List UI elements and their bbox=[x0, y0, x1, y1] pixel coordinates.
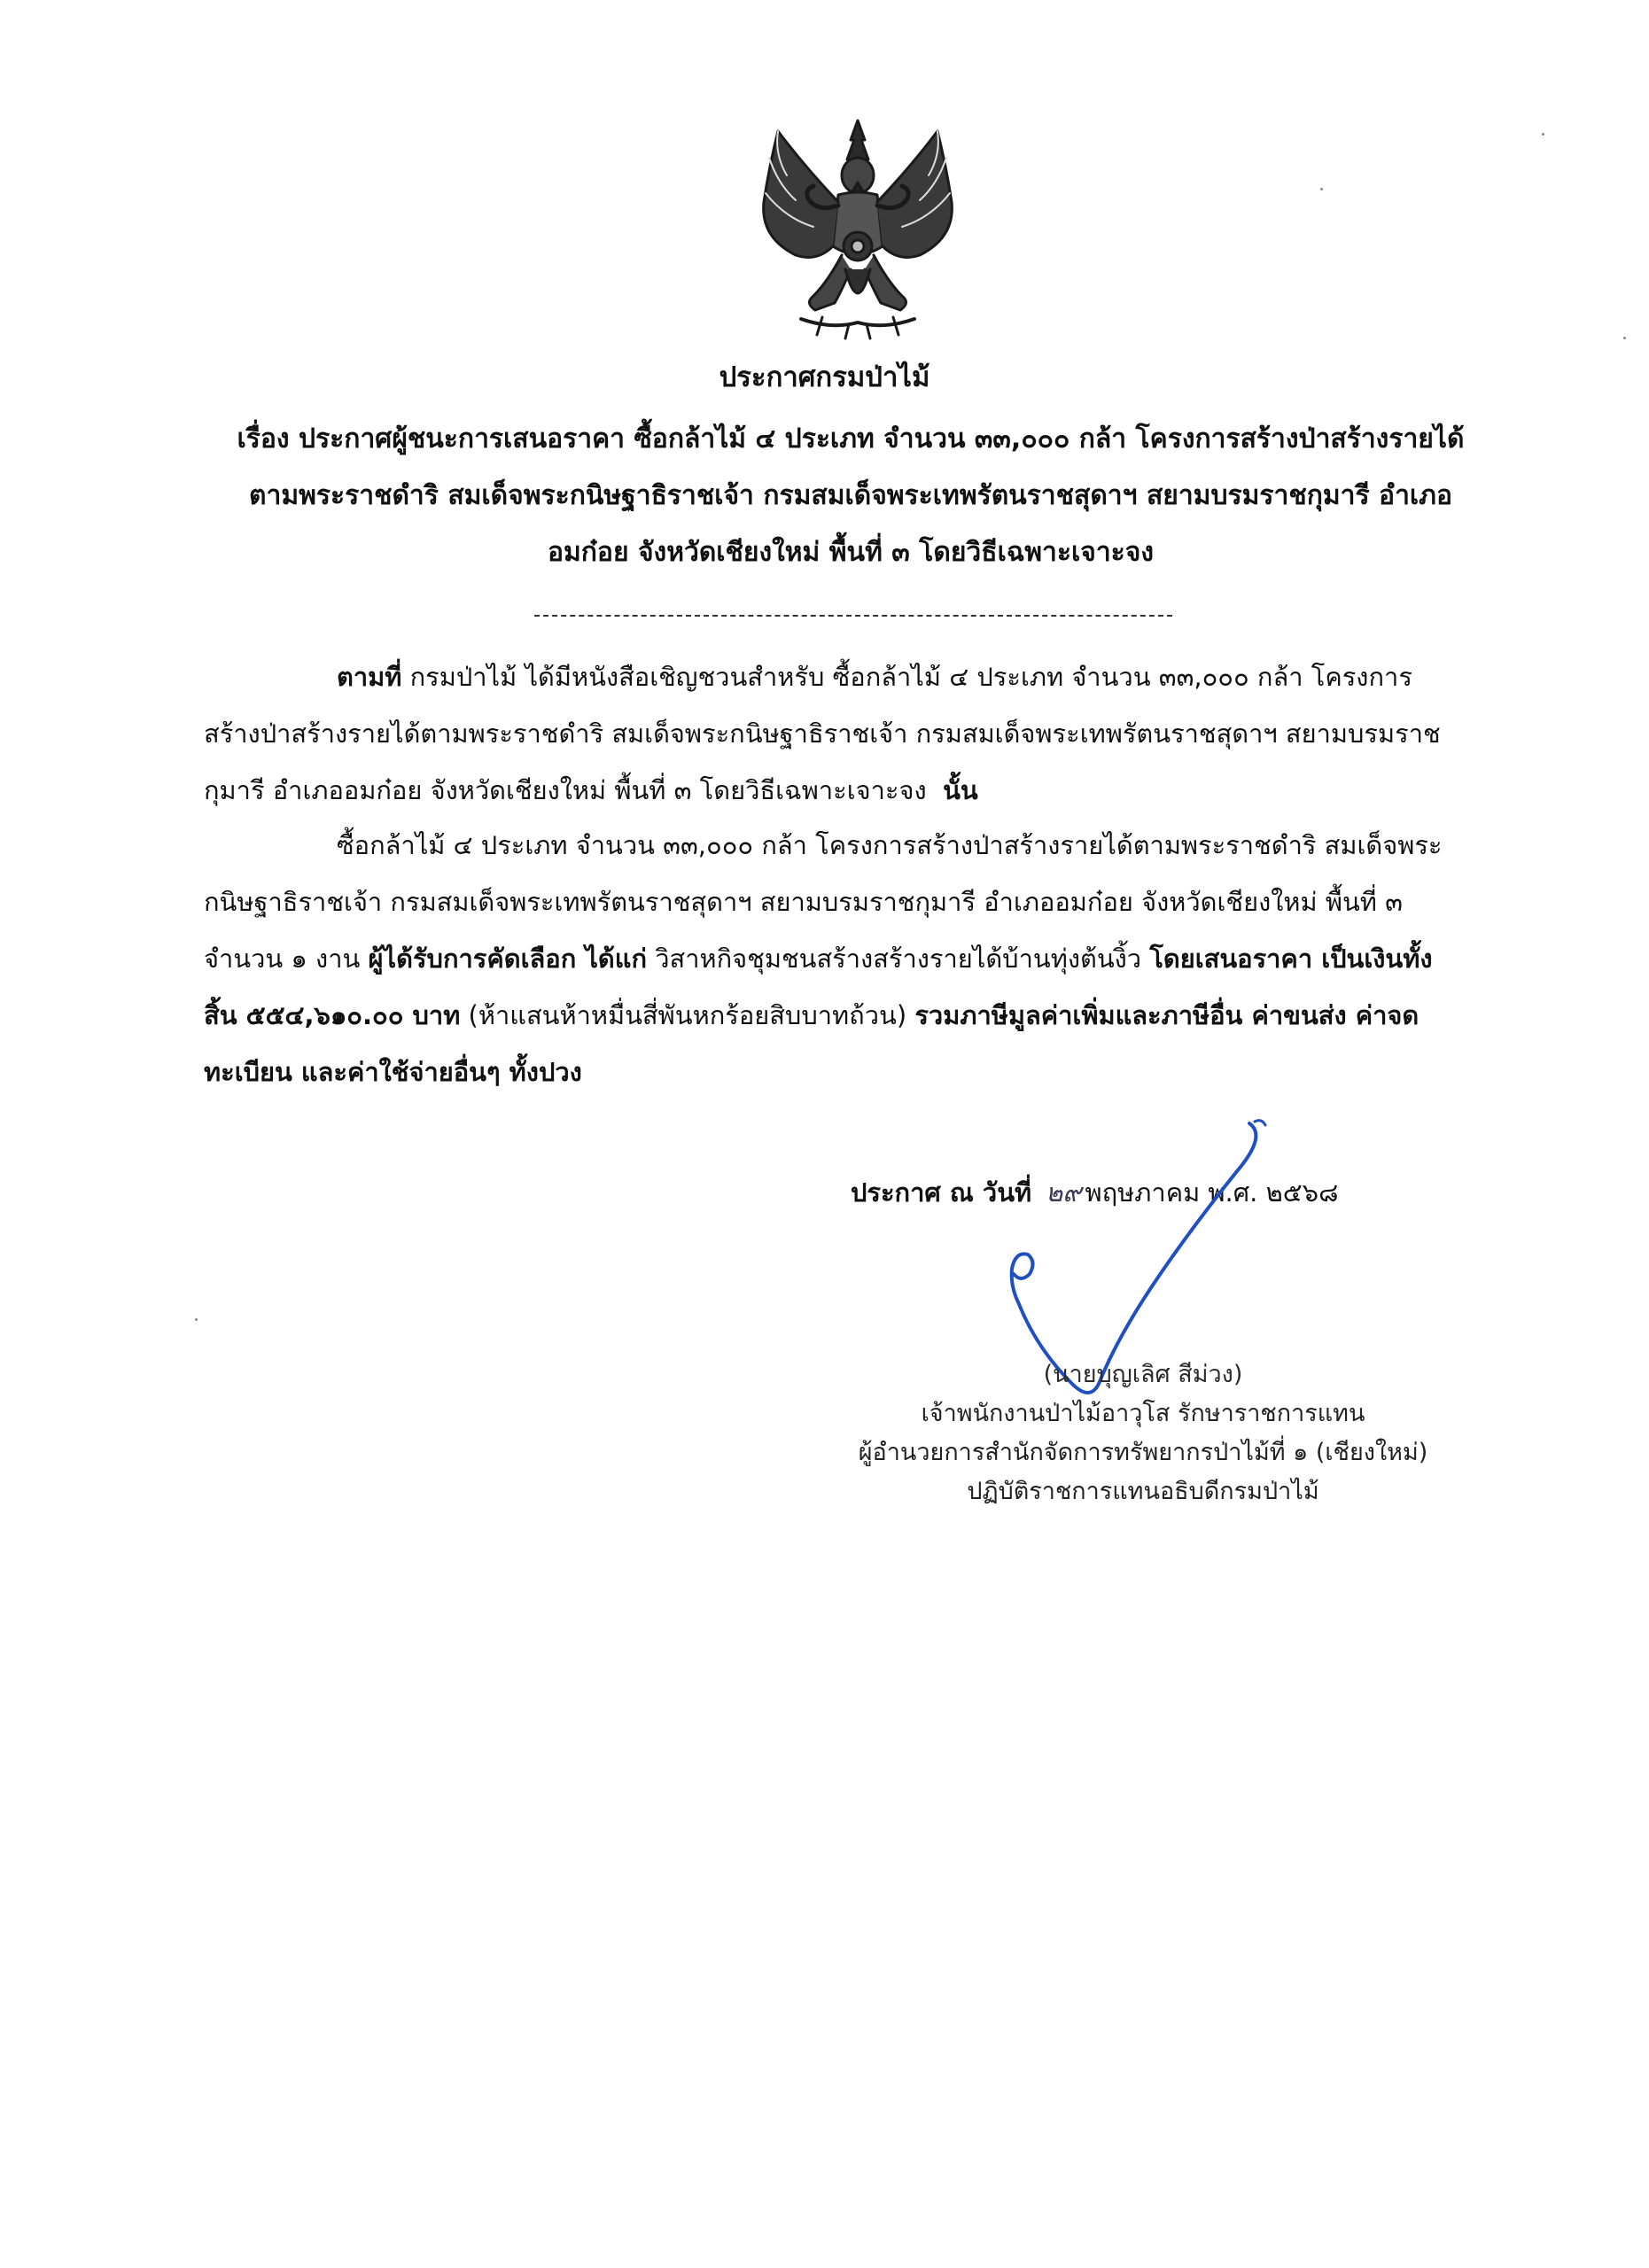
paragraph-2-line-1: ซื้อกล้าไม้ ๔ ประเภท จำนวน ๓๓,๐๐๐ กล้า โครงการสร้างป่าสร้างรายได้ตามพระราชดำริ สมเด็จพระ bbox=[337, 830, 1443, 860]
scan-speck bbox=[1623, 337, 1626, 339]
paragraph-2-line-3 bbox=[204, 930, 1480, 987]
body-paragraph-1 bbox=[204, 649, 1480, 819]
dashed-divider bbox=[534, 615, 1172, 617]
paragraph-1-line-2: สร้างป่าสร้างรายได้ตามพระราชดำริ สมเด็จพระกนิษฐาธิราชเจ้า กรมสมเด็จพระเทพรัตนราชสุดาฯ สยามบรมราช bbox=[204, 718, 1441, 749]
scan-speck bbox=[195, 1318, 198, 1321]
signatory-position-1: เจ้าพนักงานป่าไม้อาวุโส รักษาราชการแทน bbox=[921, 1400, 1365, 1427]
paragraph-1-end: นั้น bbox=[943, 775, 978, 805]
scan-speck bbox=[1320, 188, 1323, 190]
bid-amount-words: (ห้าแสนห้าหมื่นสี่พันหกร้อยสิบบาทถ้วน) bbox=[460, 1000, 915, 1030]
bid-amount: สิ้น ๕๕๔,๖๑๐.๐๐ บาท bbox=[204, 1000, 461, 1030]
garuda-emblem-icon bbox=[743, 113, 973, 344]
announcement-title: ประกาศกรมป่าไม้ bbox=[719, 361, 930, 393]
scan-speck bbox=[1542, 133, 1544, 136]
date-month-year: พฤษภาคม พ.ศ. ๒๕๖๘ bbox=[1085, 1177, 1339, 1208]
body-paragraph-2 bbox=[204, 817, 1480, 1100]
tax-inclusion-note: รวมภาษีมูลค่าเพิ่มและภาษีอื่น ค่าขนส่ง ค่าจด bbox=[914, 1000, 1420, 1030]
winner-label: ผู้ได้รับการคัดเลือก ได้แก่ bbox=[368, 944, 648, 974]
signatory-position-3: ปฏิบัติราชการแทนอธิบดีกรมป่าไม้ bbox=[967, 1478, 1319, 1505]
paragraph-2-line-4 bbox=[204, 987, 1480, 1044]
paragraph-2-line-3a: จำนวน ๑ งาน bbox=[204, 944, 369, 974]
winner-name: วิสาหกิจชุมชนสร้างสร้างรายได้บ้านทุ่งต้นงิ้ว bbox=[647, 944, 1150, 974]
date-day-handwritten: ๒๙ bbox=[1046, 1177, 1082, 1208]
paragraph-1-line-1-text: กรมป่าไม้ ได้มีหนังสือเชิญชวนสำหรับ ซื้อกล้าไม้ ๔ ประเภท จำนวน ๓๓,๐๐๐ กล้า โครงการ bbox=[401, 662, 1412, 692]
paragraph-1-lead: ตามที่ bbox=[337, 662, 402, 692]
signatory-block bbox=[780, 1355, 1506, 1511]
announcement-subject bbox=[204, 411, 1497, 581]
bid-label: โดยเสนอราคา เป็นเงินทั้ง bbox=[1149, 944, 1433, 974]
paragraph-2-line-2: กนิษฐาธิราชเจ้า กรมสมเด็จพระเทพรัตนราชสุดาฯ สยามบรมราชกุมารี อำเภออมก๋อย จังหวัดเชียงใหม่ พื้นที่ ๓ bbox=[204, 887, 1403, 917]
date-prefix: ประกาศ ณ วันที่ bbox=[851, 1177, 1032, 1208]
subject-line-2: ตามพระราชดำริ สมเด็จพระกนิษฐาธิราชเจ้า กรมสมเด็จพระเทพรัตนราชสุดาฯ สยามบรมราชกุมารี อำเภอ bbox=[249, 480, 1452, 511]
signatory-position-2: ผู้อำนวยการสำนักจัดการทรัพยากรป่าไม้ที่ ๑ (เชียงใหม่) bbox=[858, 1439, 1428, 1466]
paragraph-2-line-5: ทะเบียน และค่าใช้จ่ายอื่นๆ ทั้งปวง bbox=[204, 1057, 582, 1087]
signatory-name: (นายบุญเลิศ สีม่วง) bbox=[1043, 1361, 1243, 1388]
subject-line-1: เรื่อง ประกาศผู้ชนะการเสนอราคา ซื้อกล้าไม้ ๔ ประเภท จำนวน ๓๓,๐๐๐ กล้า โครงการสร้างป่าสร้างรายได้ bbox=[237, 423, 1465, 454]
paragraph-1-line-3 bbox=[204, 762, 1480, 819]
subject-line-3: อมก๋อย จังหวัดเชียงใหม่ พื้นที่ ๓ โดยวิธีเฉพาะเจาะจง bbox=[547, 537, 1155, 568]
paragraph-1-line-3-text: กุมารี อำเภออมก๋อย จังหวัดเชียงใหม่ พื้นที่ ๓ โดยวิธีเฉพาะเจาะจง bbox=[204, 775, 927, 805]
paragraph-1-line-1 bbox=[204, 649, 1480, 705]
